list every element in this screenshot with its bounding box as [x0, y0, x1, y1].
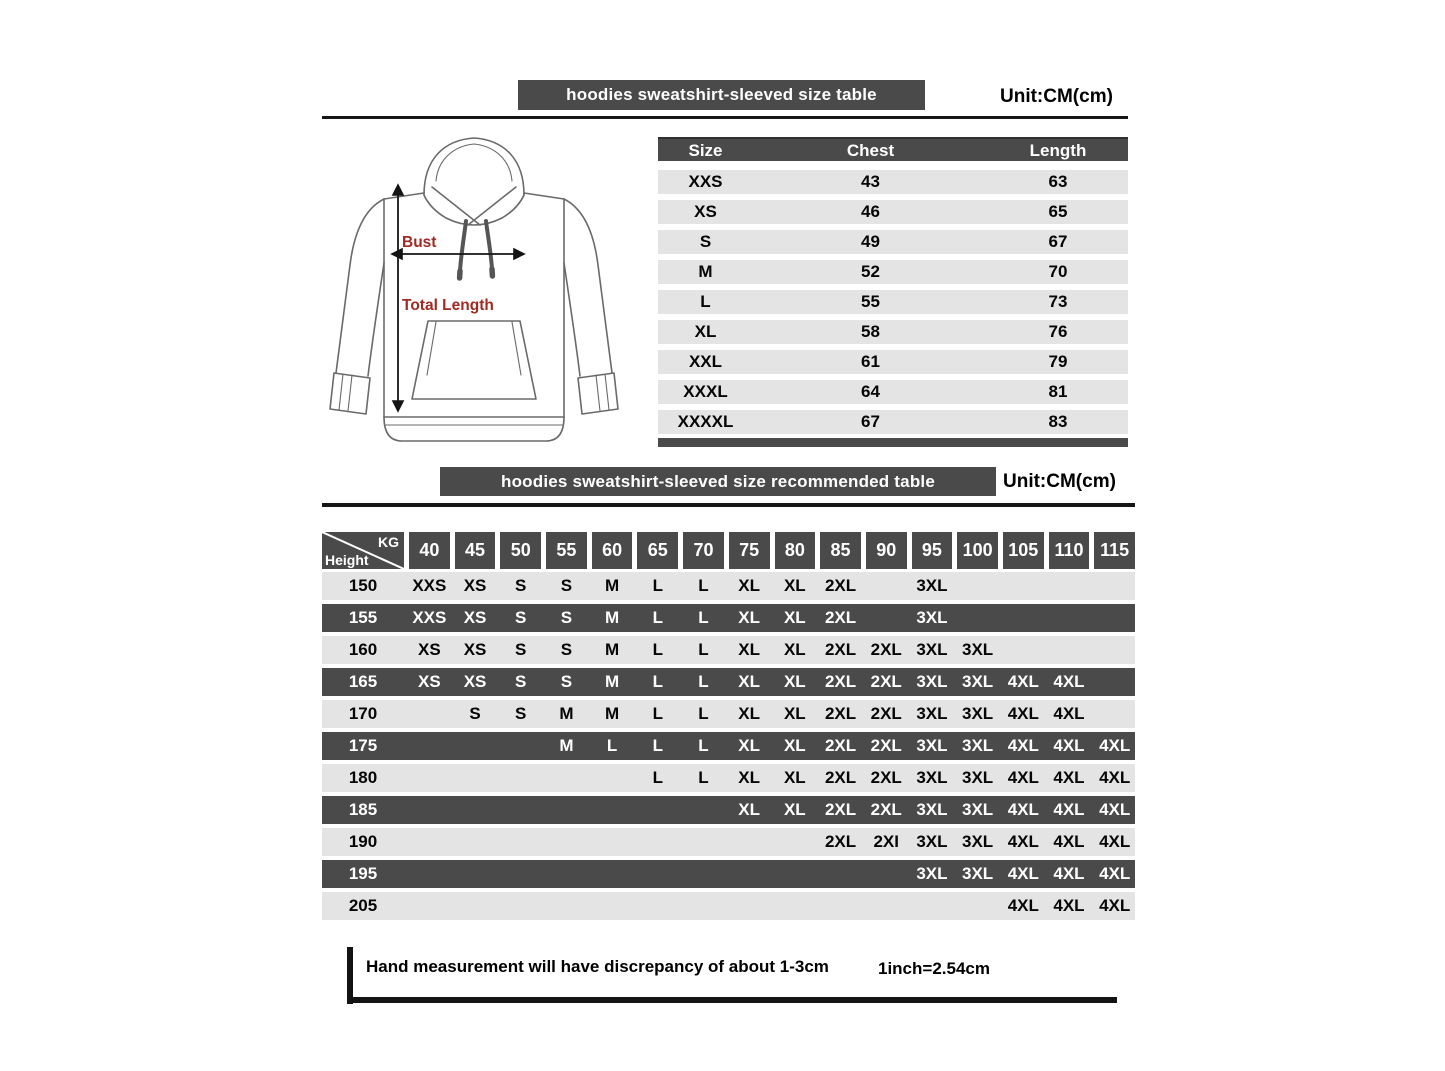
size-recommendation-cell: [1003, 572, 1044, 600]
size-recommendation-cell: [1094, 668, 1135, 696]
size-recommendation-cell: [775, 860, 816, 888]
size-recommendation-cell: 4XL: [1007, 864, 1039, 883]
size-recommendation-cell: [592, 892, 633, 920]
size-recommendation-cell: [683, 860, 724, 888]
size-recommendation-cell: S: [560, 608, 573, 627]
height-label: 180: [348, 768, 378, 787]
size-recommendation-cell: [1094, 572, 1135, 600]
height-label: 190: [348, 832, 378, 851]
size-recommendation-cell: 4XL: [1007, 832, 1039, 851]
size-table-row: [658, 170, 1128, 194]
size-recommendation-cell: 4XL: [1007, 672, 1039, 691]
recommended-row: [322, 764, 1135, 792]
height-label: 170: [348, 704, 378, 723]
size-recommendation-cell: [455, 732, 496, 760]
size-recommendation-cell: [546, 828, 587, 856]
size-recommendation-cell: 4XL: [1053, 704, 1085, 723]
recommended-row: [322, 700, 1135, 728]
size-recommendation-cell: 3XL: [916, 640, 948, 659]
unit-label-2: Unit:CM(cm): [1003, 471, 1116, 492]
size-recommendation-cell: M: [605, 672, 620, 691]
size-recommendation-cell: [592, 796, 633, 824]
column-header-chest: Chest: [846, 141, 895, 160]
size-recommendation-cell: XL: [738, 576, 761, 595]
weight-header-cell: 75: [729, 532, 770, 569]
size-cell: L: [700, 292, 711, 311]
size-recommendation-cell: 2XL: [824, 736, 857, 755]
size-recommendation-cell: L: [698, 640, 709, 659]
size-recommendation-cell: 2XL: [824, 672, 857, 691]
size-recommendation-cell: 3XL: [962, 704, 994, 723]
size-recommendation-cell: 2XL: [824, 576, 857, 595]
size-recommendation-cell: 4XL: [1053, 832, 1085, 851]
size-recommendation-cell: [592, 860, 633, 888]
inch-conversion-note: 1inch=2.54cm: [878, 959, 990, 978]
size-recommendation-cell: 2XL: [870, 768, 902, 787]
hoodie-outline: [330, 138, 618, 441]
size-recommendation-cell: S: [515, 672, 527, 691]
height-label: 150: [348, 576, 378, 595]
size-cell: XXXXL: [677, 412, 734, 431]
weight-header-cell: 95: [912, 532, 953, 569]
size-recommendation-cell: 2XI: [873, 832, 899, 851]
size-recommendation-cell: S: [560, 576, 573, 595]
length-cell: 83: [1048, 412, 1068, 431]
weight-header-cell: 90: [866, 532, 907, 569]
divider-line-1: [322, 116, 1128, 119]
size-recommendation-cell: [866, 604, 907, 632]
height-label-corner: Height: [325, 552, 369, 568]
size-recommendation-cell: M: [605, 576, 620, 595]
size-recommendation-cell: [409, 700, 450, 728]
size-recommendation-cell: 3XL: [916, 672, 948, 691]
size-recommendation-cell: M: [605, 704, 620, 723]
size-recommendation-cell: [1049, 604, 1090, 632]
size-recommendation-cell: S: [515, 608, 527, 627]
size-recommendation-cell: XS: [463, 640, 487, 659]
size-recommendation-cell: L: [606, 736, 618, 755]
chest-cell: 43: [861, 172, 880, 191]
weight-header-cell: 110: [1049, 532, 1090, 569]
size-recommendation-cell: [1003, 604, 1044, 632]
size-recommendation-cell: [957, 892, 998, 920]
column-header-size: Size: [688, 141, 723, 160]
size-recommendation-cell: S: [515, 576, 527, 595]
recommended-row: [322, 572, 1135, 600]
size-recommendation-cell: [866, 892, 907, 920]
size-recommendation-cell: 2XL: [870, 672, 902, 691]
recommended-row: [322, 892, 1135, 920]
weight-header-cell: 65: [637, 532, 678, 569]
size-table-row: [658, 410, 1128, 434]
chest-cell: 61: [861, 352, 880, 371]
size-recommendation-cell: 2XL: [824, 800, 857, 819]
size-recommendation-cell: [1049, 636, 1090, 664]
size-recommendation-cell: [500, 732, 541, 760]
size-recommendation-cell: 4XL: [1007, 768, 1039, 787]
size-recommendation-cell: [1049, 572, 1090, 600]
size-recommendation-cell: [500, 796, 541, 824]
size-recommendation-cell: 3XL: [962, 640, 994, 659]
size-recommendation-cell: [546, 764, 587, 792]
size-recommendation-cell: [683, 892, 724, 920]
size-table-rows: [658, 170, 1128, 434]
size-recommendation-cell: 4XL: [1099, 768, 1131, 787]
height-label: 175: [348, 736, 378, 755]
unit-label-1: Unit:CM(cm): [1000, 86, 1113, 107]
size-table-bottom-bar: [658, 438, 1128, 447]
total-length-label: Total Length: [402, 297, 494, 314]
size-recommendation-cell: L: [698, 704, 709, 723]
measurement-note: Hand measurement will have discrepancy of about 1-3cm: [366, 957, 829, 976]
size-recommendation-cell: [637, 828, 678, 856]
footer-horizontal-line: [347, 997, 1117, 1003]
size-recommendation-cell: 2XL: [870, 704, 902, 723]
height-label: 155: [348, 608, 378, 627]
size-recommendation-cell: [500, 764, 541, 792]
size-recommendation-cell: XL: [783, 672, 806, 691]
weight-header-cell: 80: [775, 532, 816, 569]
size-recommendation-cell: XL: [738, 672, 761, 691]
size-recommendation-cell: 4XL: [1053, 736, 1085, 755]
size-recommendation-cell: XL: [738, 640, 761, 659]
size-recommendation-cell: 4XL: [1053, 672, 1085, 691]
size-recommendation-cell: [866, 860, 907, 888]
size-recommendation-cell: [1003, 636, 1044, 664]
length-cell: 81: [1048, 382, 1068, 401]
size-recommendation-cell: XS: [463, 576, 487, 595]
chest-cell: 55: [861, 292, 880, 311]
size-recommendation-cell: [455, 828, 496, 856]
height-label: 195: [348, 864, 378, 883]
recommended-table-header: [322, 532, 1135, 569]
size-recommendation-cell: [775, 828, 816, 856]
size-recommendation-cell: XL: [783, 800, 806, 819]
size-recommendation-cell: 3XL: [962, 672, 994, 691]
size-recommendation-cell: 4XL: [1099, 736, 1131, 755]
size-cell: S: [699, 232, 712, 251]
recommended-row: [322, 860, 1135, 888]
size-cell: XXS: [688, 172, 723, 191]
size-recommendation-cell: 3XL: [916, 832, 948, 851]
size-recommendation-cell: 3XL: [962, 800, 994, 819]
hoodie-diagram: [324, 133, 626, 455]
divider-line-2: [322, 503, 1135, 507]
size-recommendation-cell: 2XL: [870, 736, 902, 755]
recommended-row: [322, 732, 1135, 760]
size-recommendation-cell: L: [698, 608, 709, 627]
chest-cell: 52: [861, 262, 880, 281]
recommended-table-rows: [322, 572, 1135, 920]
size-recommendation-cell: 3XL: [916, 736, 948, 755]
size-recommendation-cell: 2XL: [870, 640, 902, 659]
weight-header-cell: 85: [820, 532, 861, 569]
size-recommendation-cell: L: [652, 736, 663, 755]
size-recommendation-cell: 4XL: [1007, 704, 1039, 723]
size-recommendation-cell: L: [652, 704, 663, 723]
size-recommendation-cell: 3XL: [916, 576, 948, 595]
size-recommendation-cell: [683, 796, 724, 824]
size-recommendation-cell: L: [652, 608, 663, 627]
height-label: 160: [348, 640, 378, 659]
size-recommendation-cell: XXS: [412, 576, 447, 595]
size-recommendation-cell: 3XL: [962, 736, 994, 755]
size-recommendation-cell: XXS: [412, 608, 447, 627]
size-recommendation-cell: XL: [783, 576, 806, 595]
size-recommendation-cell: L: [652, 672, 663, 691]
size-recommendation-cell: [500, 828, 541, 856]
size-recommendation-cell: 3XL: [916, 608, 948, 627]
size-recommendation-cell: 4XL: [1007, 896, 1039, 915]
size-recommendation-cell: S: [560, 640, 573, 659]
size-recommendation-cell: [409, 764, 450, 792]
bust-label: Bust: [402, 234, 437, 251]
size-recommendation-cell: [637, 796, 678, 824]
size-recommendation-cell: [683, 828, 724, 856]
size-recommendation-cell: XL: [783, 608, 806, 627]
size-recommendation-cell: S: [469, 704, 481, 723]
size-recommendation-cell: 3XL: [962, 832, 994, 851]
size-recommendation-cell: [500, 860, 541, 888]
size-recommendation-cell: 3XL: [916, 800, 948, 819]
weight-header-cell: 40: [409, 532, 450, 569]
size-recommendation-cell: 4XL: [1053, 800, 1085, 819]
recommended-row: [322, 796, 1135, 824]
size-recommendation-cell: L: [698, 576, 709, 595]
size-recommendation-cell: [500, 892, 541, 920]
footer-vertical-line: [347, 947, 353, 1004]
size-recommendation-cell: 4XL: [1099, 800, 1131, 819]
size-table-row: [658, 290, 1128, 314]
weight-header-cell: 70: [683, 532, 724, 569]
size-recommendation-cell: M: [559, 704, 574, 723]
size-recommendation-cell: [455, 796, 496, 824]
size-table: [658, 137, 1128, 447]
size-recommendation-cell: 4XL: [1099, 864, 1131, 883]
size-table-header: [658, 137, 1128, 161]
chest-cell: 46: [861, 202, 880, 221]
size-recommendation-cell: XL: [783, 640, 806, 659]
recommended-row: [322, 604, 1135, 632]
size-recommendation-cell: 2XL: [824, 640, 857, 659]
length-cell: 76: [1048, 322, 1068, 341]
size-recommendation-cell: XL: [783, 704, 806, 723]
size-recommendation-cell: [592, 828, 633, 856]
size-recommendation-cell: 4XL: [1007, 736, 1039, 755]
length-cell: 67: [1048, 232, 1068, 251]
size-recommendation-cell: XL: [738, 768, 761, 787]
length-cell: 63: [1048, 172, 1068, 191]
size-recommendation-cell: L: [652, 576, 663, 595]
size-recommendation-cell: [455, 764, 496, 792]
recommended-row: [322, 636, 1135, 664]
recommended-row: [322, 828, 1135, 856]
recommended-table-title: hoodies sweatshirt-sleeved size recommended table: [440, 467, 996, 496]
size-recommendation-cell: 2XL: [870, 800, 902, 819]
size-recommendation-cell: 4XL: [1053, 896, 1085, 915]
size-recommendation-cell: 4XL: [1099, 832, 1131, 851]
size-recommendation-cell: [1094, 604, 1135, 632]
length-cell: 70: [1048, 262, 1068, 281]
weight-header-cell: 45: [455, 532, 496, 569]
size-recommendation-cell: XS: [463, 608, 487, 627]
size-table-row: [658, 320, 1128, 344]
weight-header-cell: 60: [592, 532, 633, 569]
recommended-row: [322, 668, 1135, 696]
chest-cell: 67: [861, 412, 880, 431]
size-table-row: [658, 200, 1128, 224]
size-recommendation-cell: 2XL: [824, 608, 857, 627]
height-label: 185: [348, 800, 378, 819]
recommended-table: [322, 532, 1135, 924]
size-cell: XS: [694, 202, 717, 221]
size-recommendation-cell: XL: [738, 800, 761, 819]
size-recommendation-cell: [637, 860, 678, 888]
size-recommendation-cell: 3XL: [916, 704, 948, 723]
size-recommendation-cell: [912, 892, 953, 920]
height-label: 165: [348, 672, 378, 691]
size-recommendation-cell: [455, 860, 496, 888]
size-recommendation-cell: [592, 764, 633, 792]
size-recommendation-cell: [637, 892, 678, 920]
size-recommendation-cell: 3XL: [962, 864, 994, 883]
size-recommendation-cell: [1094, 700, 1135, 728]
weight-header-cell: 105: [1003, 532, 1044, 569]
size-recommendation-cell: [1094, 636, 1135, 664]
size-recommendation-cell: [957, 604, 998, 632]
size-recommendation-cell: XS: [418, 672, 441, 691]
size-recommendation-cell: [546, 892, 587, 920]
size-recommendation-cell: XS: [418, 640, 441, 659]
size-recommendation-cell: S: [515, 640, 527, 659]
height-label: 205: [348, 896, 378, 915]
size-recommendation-cell: M: [559, 736, 574, 755]
size-recommendation-cell: XL: [738, 736, 761, 755]
size-recommendation-cell: [409, 892, 450, 920]
hoodie-drawstrings: [460, 221, 493, 278]
length-cell: 73: [1048, 292, 1068, 311]
size-recommendation-cell: M: [605, 608, 620, 627]
size-cell: XL: [694, 322, 717, 341]
size-table-row: [658, 230, 1128, 254]
weight-header-cell: 55: [546, 532, 587, 569]
size-recommendation-cell: XL: [783, 736, 806, 755]
size-table-row: [658, 350, 1128, 374]
size-recommendation-cell: [820, 892, 861, 920]
size-recommendation-cell: L: [698, 672, 709, 691]
kg-height-corner-cell: [322, 532, 404, 569]
weight-header-cell: 100: [957, 532, 998, 569]
size-cell: M: [698, 262, 713, 281]
size-recommendation-cell: 4XL: [1053, 864, 1085, 883]
kg-label: KG: [378, 534, 399, 550]
chest-cell: 58: [861, 322, 880, 341]
size-recommendation-cell: [409, 828, 450, 856]
size-recommendation-cell: [729, 892, 770, 920]
size-recommendation-cell: XL: [783, 768, 806, 787]
size-recommendation-cell: [546, 796, 587, 824]
size-recommendation-cell: [546, 860, 587, 888]
size-recommendation-cell: [729, 828, 770, 856]
size-table-row: [658, 260, 1128, 284]
size-recommendation-cell: [775, 892, 816, 920]
size-recommendation-cell: [409, 860, 450, 888]
size-recommendation-cell: [957, 572, 998, 600]
size-recommendation-cell: L: [698, 736, 709, 755]
size-recommendation-cell: [820, 860, 861, 888]
length-cell: 65: [1048, 202, 1068, 221]
size-recommendation-cell: S: [515, 704, 527, 723]
weight-header-cell: 50: [500, 532, 541, 569]
size-recommendation-cell: [866, 572, 907, 600]
size-recommendation-cell: [409, 732, 450, 760]
chest-cell: 64: [861, 382, 880, 401]
size-recommendation-cell: [729, 860, 770, 888]
weight-header-cell: 115: [1094, 532, 1135, 569]
size-recommendation-cell: 4XL: [1007, 800, 1039, 819]
size-recommendation-cell: L: [652, 768, 663, 787]
size-recommendation-cell: 2XL: [824, 768, 857, 787]
length-cell: 79: [1048, 352, 1068, 371]
size-recommendation-cell: S: [560, 672, 573, 691]
column-header-length: Length: [1029, 141, 1087, 160]
size-recommendation-cell: 3XL: [962, 768, 994, 787]
size-recommendation-cell: XL: [738, 608, 761, 627]
size-recommendation-cell: [409, 796, 450, 824]
chest-cell: 49: [861, 232, 880, 251]
size-recommendation-cell: XL: [738, 704, 761, 723]
size-cell: XXL: [688, 352, 723, 371]
size-recommendation-cell: 4XL: [1053, 768, 1085, 787]
size-recommendation-cell: 4XL: [1099, 896, 1131, 915]
size-recommendation-cell: M: [605, 640, 620, 659]
size-recommendation-cell: 3XL: [916, 864, 948, 883]
size-recommendation-cell: [455, 892, 496, 920]
size-recommendation-cell: L: [698, 768, 709, 787]
size-recommendation-cell: 2XL: [824, 704, 857, 723]
size-cell: XXXL: [683, 382, 728, 401]
size-recommendation-cell: XS: [463, 672, 487, 691]
size-table-row: [658, 380, 1128, 404]
size-table-title: hoodies sweatshirt-sleeved size table: [518, 80, 925, 110]
size-recommendation-cell: 2XL: [824, 832, 857, 851]
size-recommendation-cell: 3XL: [916, 768, 948, 787]
size-recommendation-cell: L: [652, 640, 663, 659]
